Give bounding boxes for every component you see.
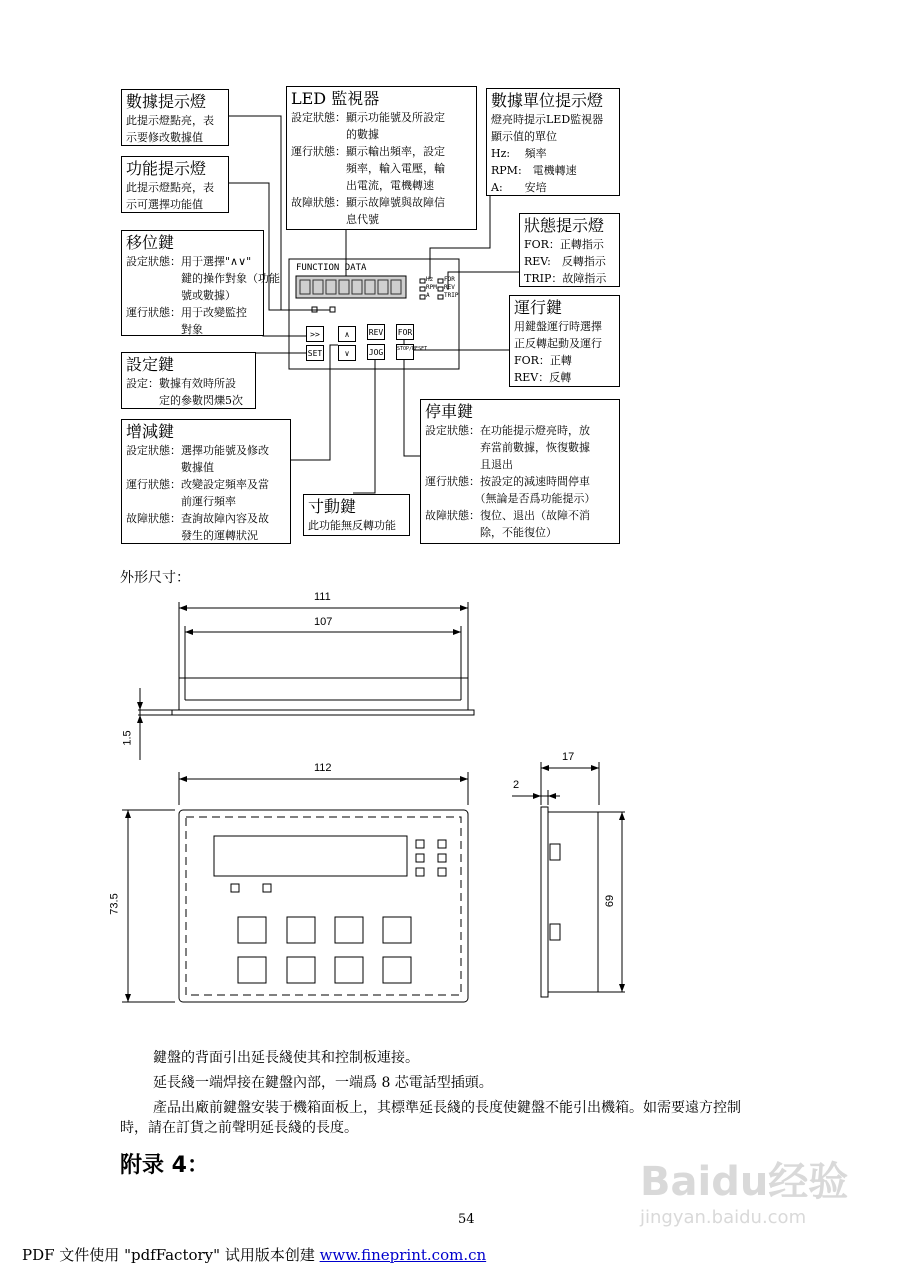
down-key[interactable]: ∨ bbox=[338, 345, 356, 361]
dim-side-depth: 17 bbox=[562, 751, 575, 763]
front-view-body bbox=[179, 810, 468, 1002]
dim-side-lip: 2 bbox=[513, 779, 520, 791]
dim-top-outer: 111 bbox=[314, 591, 331, 603]
paragraph-1: 鍵盤的背面引出延長綫使其和控制板連接。 bbox=[153, 1050, 419, 1066]
jog-key[interactable]: JOG bbox=[367, 344, 385, 360]
dim-front-width: 112 bbox=[314, 762, 332, 774]
shift-key[interactable]: >> bbox=[306, 326, 324, 342]
dimensions-heading: 外形尺寸： bbox=[120, 570, 190, 586]
top-view-body bbox=[179, 678, 468, 710]
front-view-keys bbox=[238, 917, 411, 983]
up-key[interactable]: ∧ bbox=[338, 326, 356, 342]
dim-front-height: 73.5 bbox=[108, 893, 121, 915]
page-number: 54 bbox=[458, 1212, 475, 1227]
paragraph-3-cont: 時，請在訂貨之前聲明延長綫的長度。 bbox=[120, 1120, 358, 1136]
status-label-rev: REV bbox=[444, 284, 455, 291]
callout-stop-key: 停車鍵 設定狀態：在功能提示燈亮時，放 弃當前數據，恢復數據 且退出 運行狀態：按設定的減速時間停車 （無論是否爲功能提示） 故障狀態：復位、退出（故障不消 除，不能復位） bbox=[420, 399, 620, 544]
baidu-watermark: Baidu经验 jingyan.baidu.com bbox=[640, 1159, 849, 1228]
front-view-inner bbox=[186, 817, 461, 995]
footer-link[interactable]: www.fineprint.com.cn bbox=[319, 1246, 487, 1264]
func-lamp-led bbox=[330, 307, 335, 312]
unit-label-rpm: RPM bbox=[426, 284, 437, 291]
status-label-for: FOR bbox=[444, 276, 455, 283]
side-view-body bbox=[541, 807, 548, 997]
dim-side-height: 69 bbox=[604, 894, 617, 908]
pdf-footer bbox=[22, 1244, 486, 1265]
for-key[interactable]: FOR bbox=[396, 324, 414, 340]
callout-set-key: 設定鍵 設定：數據有效時所設 定的參數閃爍5次 bbox=[121, 352, 256, 409]
set-key[interactable]: SET bbox=[306, 345, 324, 361]
callout-jog-key: 寸動鍵 此功能無反轉功能 bbox=[303, 494, 410, 536]
callout-data-lamp: 數據提示燈 此提示燈點亮，表 示要修改數據值 bbox=[121, 89, 229, 146]
callout-updown-key: 增減鍵 設定狀態：選擇功能號及修改 數據值 運行狀態：改變設定頻率及當 前運行頻率 故障狀態：查詢故障內容及故 發生的運轉狀況 bbox=[121, 419, 291, 544]
unit-label-a: A bbox=[426, 292, 430, 299]
paragraph-3: 產品出廠前鍵盤安裝于機箱面板上，其標準延長綫的長度使鍵盤不能引出機箱。如需要遠方控制 bbox=[153, 1100, 741, 1116]
unit-label-hz: Hz bbox=[426, 276, 434, 283]
callout-status-lamp: 狀態提示燈 FOR：正轉指示 REV: 反轉指示 TRIP：故障指示 bbox=[519, 213, 620, 287]
callout-title: 數據提示燈 bbox=[126, 92, 207, 111]
footer-text: PDF 文件使用 "pdfFactory" 试用版本创建 bbox=[22, 1246, 320, 1264]
paragraph-2: 延長綫一端焊接在鍵盤內部，一端爲 8 芯電話型插頭。 bbox=[153, 1075, 493, 1091]
callout-run-key: 運行鍵 用鍵盤運行時選擇 正反轉起動及運行 FOR：正轉 REV：反轉 bbox=[509, 295, 620, 387]
dim-top-thickness: 1.5 bbox=[121, 730, 134, 746]
callout-func-lamp: 功能提示燈 此提示燈點亮，表 示可選擇功能值 bbox=[121, 156, 229, 213]
rev-key[interactable]: REV bbox=[367, 324, 385, 340]
appendix-heading: 附录 4： bbox=[120, 1153, 209, 1178]
callout-led-monitor: LED 監視器 設定狀態：顯示功能號及所設定 的數據 運行狀態：顯示輸出頻率，設定 頻率，輸入電壓，輸 出電流，電機轉速 故障狀態：顯示故障號與故障信 息代號 bbox=[286, 86, 477, 230]
lcd-label: FUNCTION DATA bbox=[296, 263, 367, 273]
dim-top-inner: 107 bbox=[314, 616, 333, 628]
status-label-trip: TRIP bbox=[444, 292, 459, 299]
callout-shift-key: 移位鍵 設定狀態：用于選擇"∧∨" 鍵的操作對象（功能 號或數據） 運行狀態：用于改變監控 對象 bbox=[121, 230, 264, 336]
callout-unit-lamp: 數據單位提示燈 燈亮時提示LED監視器 顯示值的單位 Hz: 頻率 RPM: 電機轉速 A: 安培 bbox=[486, 88, 620, 196]
stop-reset-key[interactable]: STOP/RESET bbox=[396, 344, 414, 360]
